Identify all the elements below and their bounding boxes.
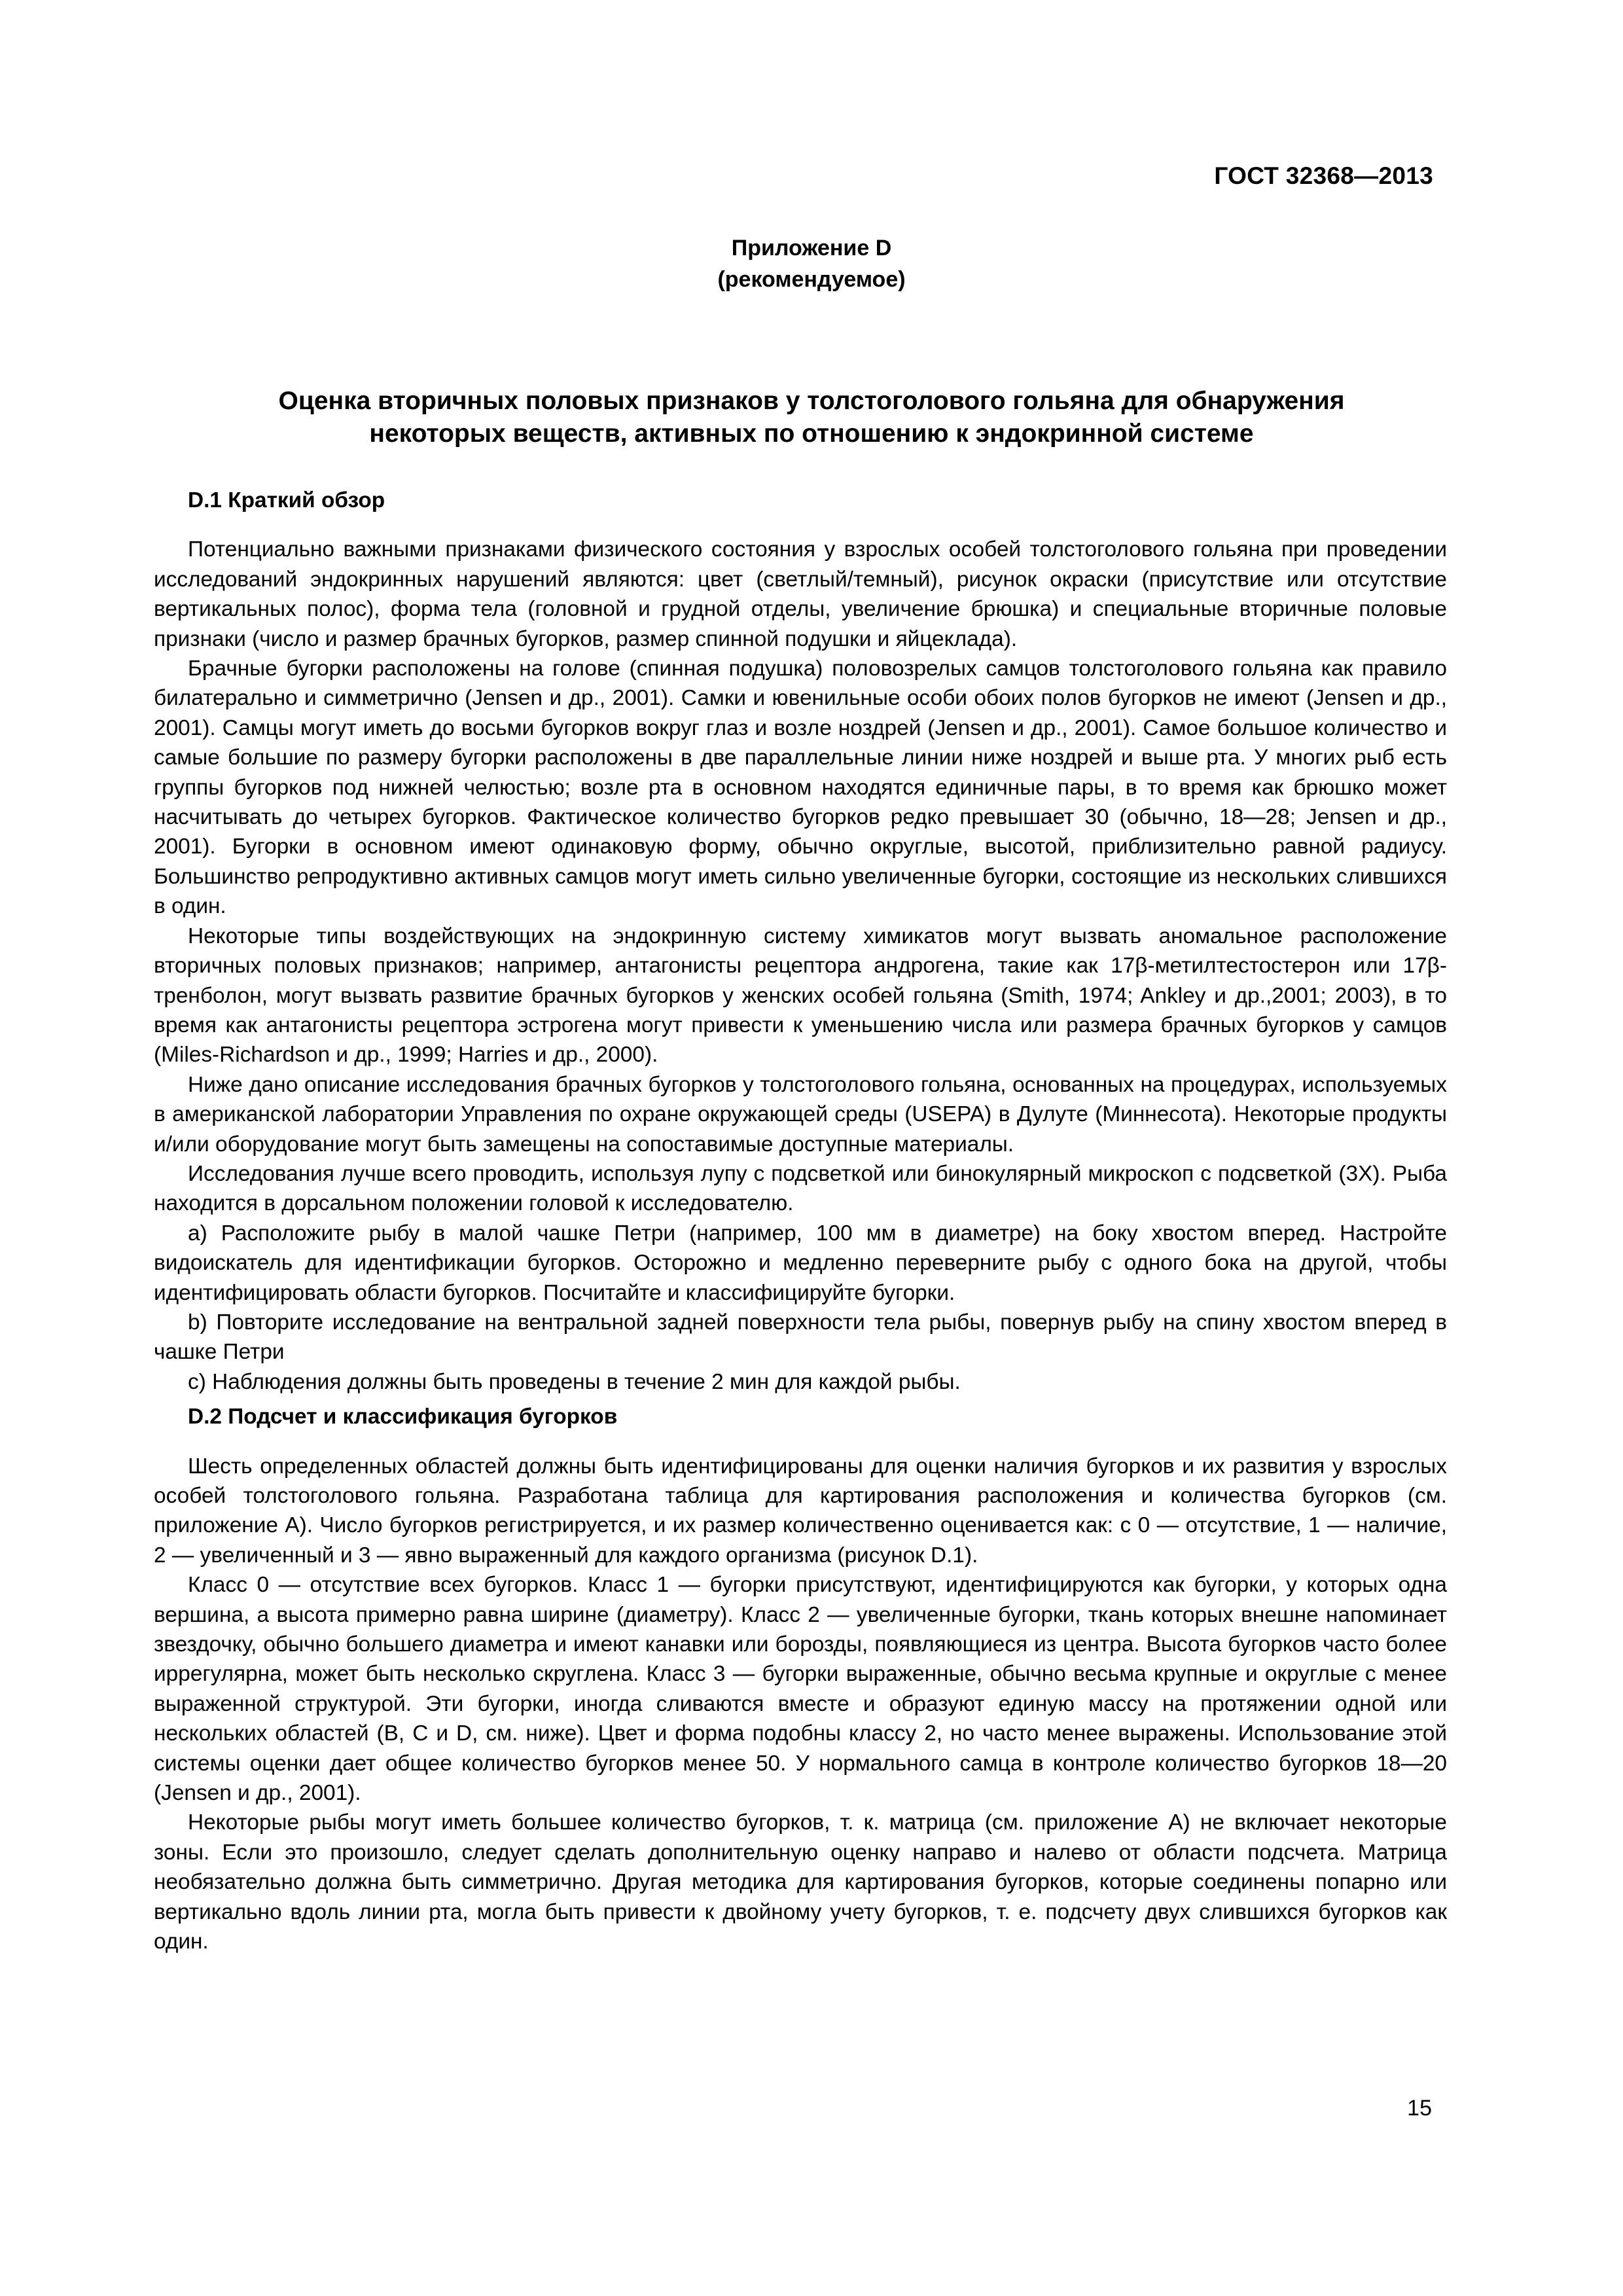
section-heading: D.1 Краткий обзор: [188, 488, 385, 512]
appendix-heading: [0, 232, 1623, 295]
paragraph: Класс 0 — отсутствие всех бугорков. Класс 1 — бугорки присутствуют, идентифицируются как бугорки, у которых одна вершина, а высота примерно равна ширине (диаметру). Класс 2 — увеличенные бугорки, ткань которых внешне напоминает звездочку, обычно большего диаметра и имеют канавки или борозды, появляющиеся из центра. Высота бугорков часто более иррегулярна, может быть несколько скруглена. Класс 3 — бугорки выраженные, обычно весьма крупные и округлые с менее выраженной структурой. Эти бугорки, иногда сливаются вместе и образуют единую массу на протяжении одной или нескольких областей (B, C и D, см. ниже). Цвет и форма подобны классу 2, но часто менее выражены. Использование этой системы оценки дает общее количество бугорков менее 50. У нормального самца в контроле количество бугорков 18—20 (Jensen и др., 2001).: [154, 1573, 1447, 1806]
paragraph: Потенциально важными признаками физического состояния у взрослых особей толстоголового гольяна при проведении исследований эндокринных нарушений являются: цвет (светлый/темный), рисунок окраски (присутствие или отсутствие вертикальных полос), форма тела (головной и грудной отделы, увеличение брюшка) и специальные вторичные половые признаки (число и размер брачных бугорков, размер спинной подушки и яйцеклада).: [154, 537, 1447, 651]
document-body: [154, 486, 1447, 1957]
paragraph: Некоторые типы воздействующих на эндокринную систему химикатов могут вызвать аномальное расположение вторичных половых признаков; например, антагонисты рецептора андрогена, такие как 17β-метилтестостерон или 17β-тренболон, могут вызвать развитие брачных бугорков у женских особей гольяна (Smith, 1974; Ankley и др.,2001; 2003), в то время как антагонисты рецептора эстрогена могут привести к уменьшению числа или размера брачных бугорков у самцов (Miles-Richardson и др., 1999; Harries и др., 2000).: [154, 924, 1447, 1067]
paragraph: Брачные бугорки расположены на голове (спинная подушка) половозрелых самцов толстоголового гольяна как правило билатерально и симметрично (Jensen и др., 2001). Самки и ювенильные особи обоих полов бугорков не имеют (Jensen и др., 2001). Самцы могут иметь до восьми бугорков вокруг глаз и возле ноздрей (Jensen и др., 2001). Самое большое количество и самые большие по размеру бугорки расположены в две параллельные линии ниже ноздрей и выше рта. У многих рыб есть группы бугорков под нижней челюстью; возле рта в основном находятся единичные пары, в то время как брюшко может насчитывать до четырех бугорков. Фактическое количество бугорков редко превышает 30 (обычно, 18—28; Jensen и др., 2001). Бугорки в основном имеют одинаковую форму, обычно округлые, высотой, приблизительно равной радиусу. Большинство репродуктивно активных самцов могут иметь сильно увеличенные бугорки, состоящие из нескольких слившихся в один.: [154, 656, 1447, 919]
title-line-2: некоторых веществ, активных по отношению к эндокринной системе: [369, 420, 1254, 448]
paragraph: Исследования лучше всего проводить, используя лупу с подсветкой или бинокулярный микроскоп с подсветкой (3X). Рыба находится в дорсальном положении головой к исследователю.: [154, 1161, 1447, 1216]
appendix-status: (рекомендуемое): [717, 267, 906, 292]
list-item-c: c) Наблюдения должны быть проведены в течение 2 мин для каждой рыбы.: [188, 1369, 961, 1394]
list-item-b: b) Повторите исследование на вентральной задней поверхности тела рыбы, повернув рыбу на спину хвостом вперед в чашке Петри: [154, 1310, 1447, 1365]
paragraph: Ниже дано описание исследования брачных бугорков у толстоголового гольяна, основанных на процедурах, используемых в американской лаборатории Управления по охране окружающей среды (USEPA) в Дулуте (Миннесота). Некоторые продукты и/или оборудование могут быть замещены на сопоставимые доступные материалы.: [154, 1072, 1447, 1157]
paragraph: Некоторые рыбы могут иметь большее количество бугорков, т. к. матрица (см. приложение A) не включает некоторые зоны. Если это произошло, следует сделать дополнительную оценку направо и налево от области подсчета. Матрица необязательно должна быть симметрично. Другая методика для картирования бугорков, которые соединены попарно или вертикально вдоль линии рта, могла быть привести к двойному учету бугорков, т. е. подсчету двух слившихся бугорков как один.: [154, 1810, 1447, 1954]
section-heading: D.2 Подсчет и классификация бугорков: [188, 1405, 618, 1429]
list-item-a: a) Расположите рыбу в малой чашке Петри (например, 100 мм в диаметре) на боку хвостом вперед. Настройте видоискатель для идентификации бугорков. Осторожно и медленно переверните рыбу с одного бока на другой, чтобы идентифицировать области бугорков. Посчитайте и классифицируйте бугорки.: [154, 1221, 1447, 1305]
document-title: [196, 385, 1427, 450]
page-number: 15: [1407, 2096, 1432, 2121]
section-d2: [154, 1402, 1447, 1956]
appendix-label: Приложение D: [731, 236, 892, 260]
document-code: ГОСТ 32368—2013: [1214, 162, 1433, 189]
paragraph: Шесть определенных областей должны быть идентифицированы для оценки наличия бугорков и их развития у взрослых особей толстоголового гольяна. Разработана таблица для картирования расположения и количества бугорков (см. приложение А). Число бугорков регистрируется, и их размер количественно оценивается как: с 0 — отсутствие, 1 — наличие, 2 — увеличенный и 3 — явно выраженный для каждого организма (рисунок D.1).: [154, 1454, 1447, 1568]
section-d1: [154, 486, 1447, 1397]
title-line-1: Оценка вторичных половых признаков у толстоголового гольяна для обнаружения: [278, 387, 1345, 415]
